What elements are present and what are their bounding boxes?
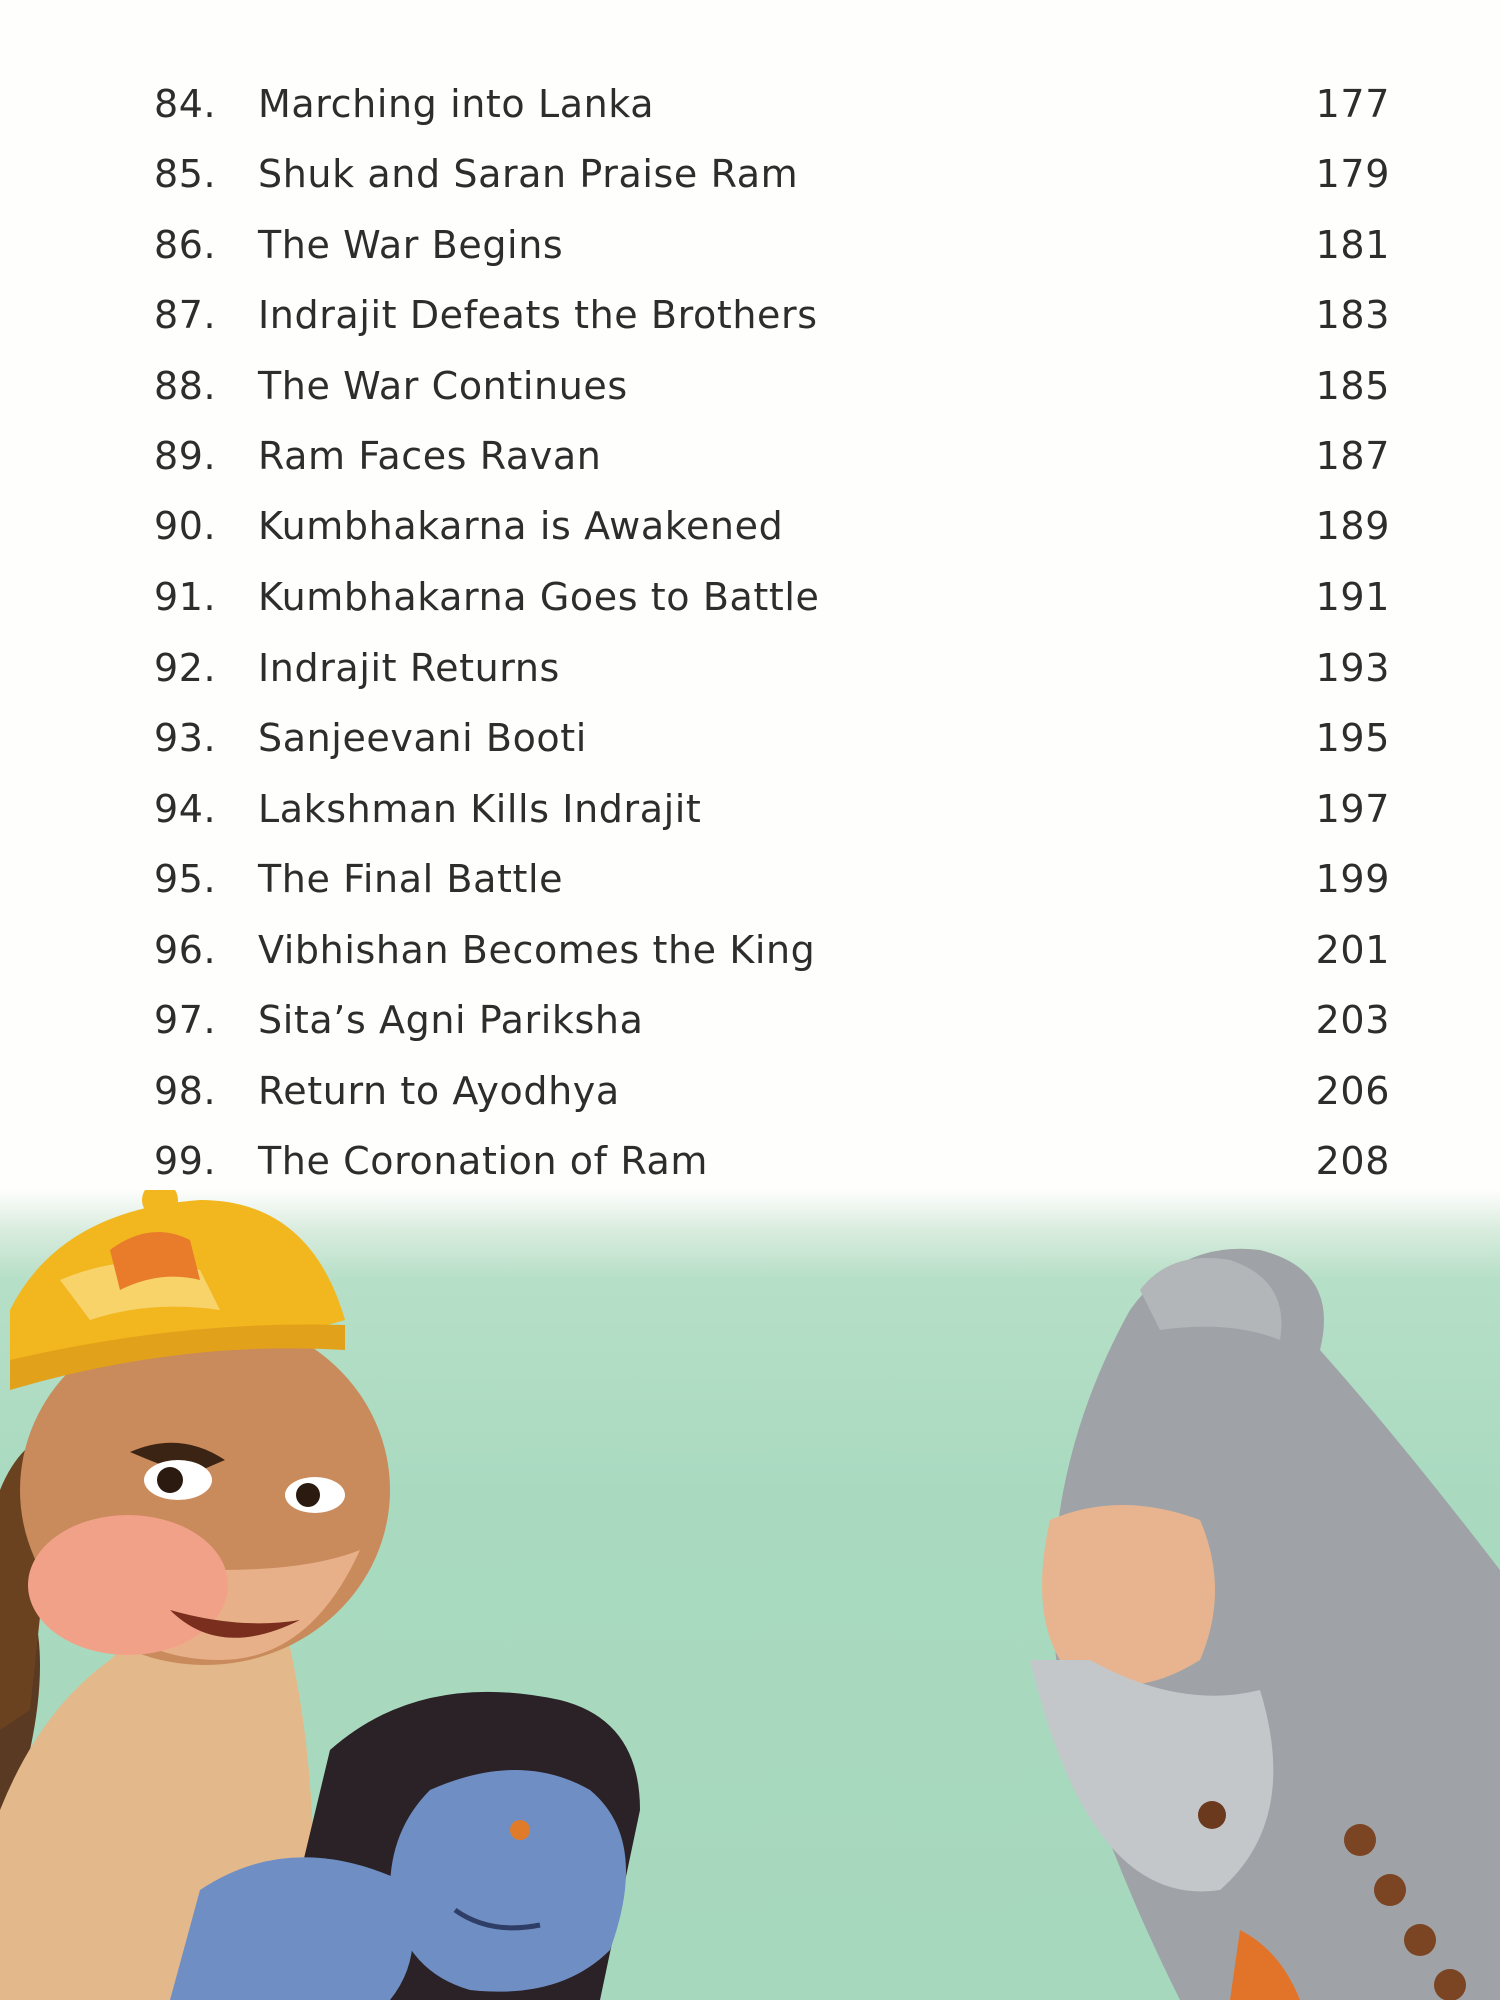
- page-number: 208: [1315, 1139, 1390, 1183]
- page-number: 177: [1315, 82, 1390, 126]
- toc-entry[interactable]: [0, 914, 1500, 984]
- toc-entry[interactable]: [0, 209, 1500, 279]
- toc-entry[interactable]: [0, 773, 1500, 843]
- page-number: 193: [1315, 646, 1390, 690]
- page-number: 199: [1315, 857, 1390, 901]
- chapter-title: Ram Faces Ravan: [258, 434, 602, 478]
- chapter-title: Vibhishan Becomes the King: [258, 928, 816, 972]
- chapter-number: 96.: [154, 928, 217, 972]
- illustration: [0, 1190, 1500, 2000]
- chapter-number: 95.: [154, 857, 217, 901]
- sage-figure: [1030, 1249, 1500, 2000]
- chapter-title: Lakshman Kills Indrajit: [258, 787, 702, 831]
- toc-entry[interactable]: [0, 279, 1500, 349]
- chapter-number: 85.: [154, 152, 217, 196]
- chapter-title: Sanjeevani Booti: [258, 716, 587, 760]
- chapter-title: Kumbhakarna Goes to Battle: [258, 575, 820, 619]
- page-number: 189: [1315, 504, 1390, 548]
- chapter-title: Kumbhakarna is Awakened: [258, 504, 784, 548]
- chapter-title: The War Begins: [258, 223, 564, 267]
- page-number: 206: [1315, 1069, 1390, 1113]
- chapter-number: 98.: [154, 1069, 217, 1113]
- chapter-number: 94.: [154, 787, 217, 831]
- chapter-title: Return to Ayodhya: [258, 1069, 620, 1113]
- toc-entry[interactable]: [0, 68, 1500, 138]
- chapter-title: Sita’s Agni Pariksha: [258, 998, 644, 1042]
- chapter-number: 84.: [154, 82, 217, 126]
- illustration-art: [0, 1190, 1500, 2000]
- page-number: 179: [1315, 152, 1390, 196]
- chapter-title: Indrajit Defeats the Brothers: [258, 293, 818, 337]
- page-number: 185: [1315, 364, 1390, 408]
- chapter-number: 99.: [154, 1139, 217, 1183]
- page-number: 195: [1315, 716, 1390, 760]
- chapter-title: Marching into Lanka: [258, 82, 655, 126]
- chapter-title: The War Continues: [258, 364, 628, 408]
- chapter-number: 86.: [154, 223, 217, 267]
- page-number: 183: [1315, 293, 1390, 337]
- page-number: 197: [1315, 787, 1390, 831]
- toc-entry[interactable]: [0, 420, 1500, 490]
- chapter-number: 88.: [154, 364, 217, 408]
- chapter-number: 87.: [154, 293, 217, 337]
- toc-entry[interactable]: [0, 1055, 1500, 1125]
- toc-entry[interactable]: [0, 984, 1500, 1054]
- toc-entry[interactable]: [0, 702, 1500, 772]
- chapter-number: 92.: [154, 646, 217, 690]
- chapter-number: 90.: [154, 504, 217, 548]
- toc-entry[interactable]: [0, 561, 1500, 631]
- toc-entry[interactable]: [0, 632, 1500, 702]
- chapter-number: 91.: [154, 575, 217, 619]
- toc-entry[interactable]: [0, 1125, 1500, 1195]
- page-number: 203: [1315, 998, 1390, 1042]
- chapter-title: Indrajit Returns: [258, 646, 560, 690]
- chapter-number: 89.: [154, 434, 217, 478]
- toc-entry[interactable]: [0, 350, 1500, 420]
- page-number: 191: [1315, 575, 1390, 619]
- toc-entry[interactable]: [0, 490, 1500, 560]
- page-number: 187: [1315, 434, 1390, 478]
- chapter-title: Shuk and Saran Praise Ram: [258, 152, 799, 196]
- toc-entry[interactable]: [0, 138, 1500, 208]
- toc-entry[interactable]: [0, 843, 1500, 913]
- chapter-number: 93.: [154, 716, 217, 760]
- page-number: 201: [1315, 928, 1390, 972]
- page-number: 181: [1315, 223, 1390, 267]
- chapter-title: The Final Battle: [258, 857, 564, 901]
- chapter-number: 97.: [154, 998, 217, 1042]
- chapter-title: The Coronation of Ram: [258, 1139, 708, 1183]
